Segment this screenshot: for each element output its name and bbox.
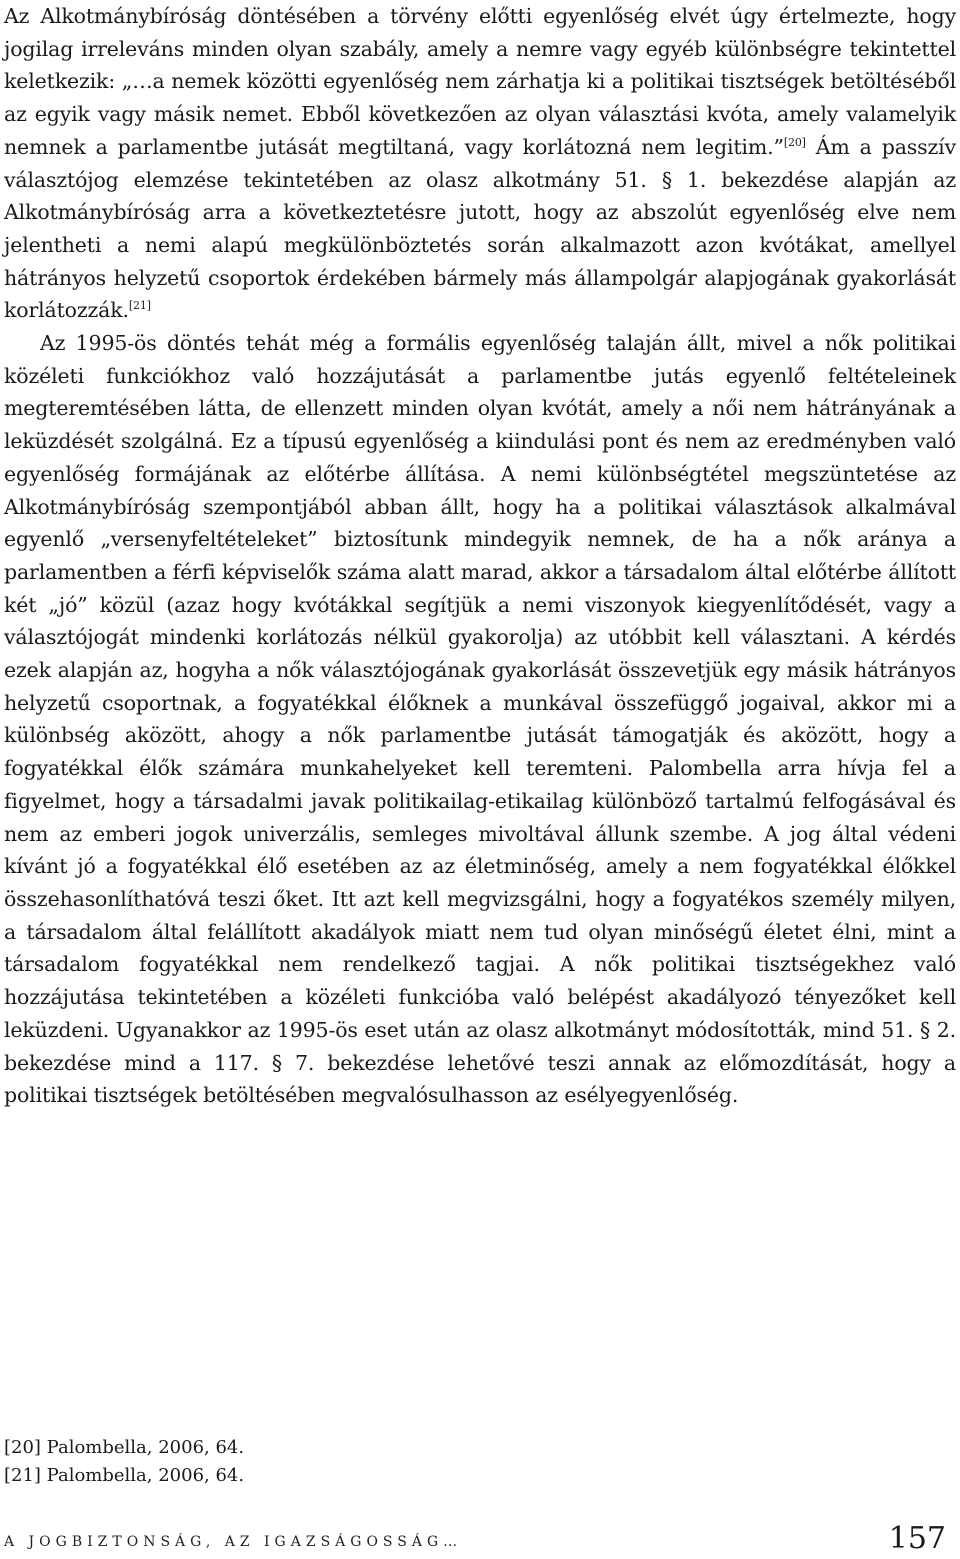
main-text	[4, 0, 956, 1112]
page-body	[4, 0, 956, 1112]
paragraph	[4, 0, 956, 327]
footnote-reference[interactable]: [20]	[783, 135, 806, 149]
footnote-reference[interactable]: [21]	[128, 299, 151, 313]
paragraph-text: Ám a passzív választójog elemzése tekintetében az olasz alkotmány 51. § 1. bekezdése alapján az Alkotmánybíróság arra a következtetésre jutott, hogy az abszolút egyenlőség elve nem jelentheti a nemi alapú megkülönböztetés során alkalmazott azon kvótákat, amellyel hátrányos helyzetű csoportok érdekében bármely más állampolgár alapjogának gyakorlását korlátozzák.	[4, 134, 956, 323]
running-head: A JOGBIZTONSÁG, AZ IGAZSÁGOSSÁG…	[4, 1534, 463, 1550]
page-number: 157	[888, 1521, 946, 1556]
paragraph	[4, 327, 956, 1112]
page-footer	[4, 1518, 946, 1554]
footnotes	[4, 1434, 604, 1490]
footnote-20: [20] Palombella, 2006, 64.	[4, 1437, 245, 1458]
paragraph-text: Az Alkotmánybíróság döntésében a törvény előtti egyenlőség elvét úgy értelmezte, hogy jogilag irreleváns minden olyan szabály, amely a nemre vagy egyéb különbségre tekintettel keletkezik: „…a nemek közötti egyenlőség nem zárhatja ki a politikai tisztségek betöltéséből az egyik vagy másik nemet. Ebből következően az olyan választási kvóta, amely valamelyik nemnek a parlamentbe jutását megtiltaná, vagy korlátozná nem legitim.”	[4, 4, 956, 159]
footnote-21: [21] Palombella, 2006, 64.	[4, 1465, 245, 1486]
paragraph-text: Az 1995-ös döntés tehát még a formális egyenlőség talaján állt, mivel a nők politikai közéleti funkciókhoz való hozzájutását a parlamentbe jutás egyenlő feltételeinek megteremtésében látta, de ellenzett minden olyan kvótát, amely a női nem hátrányának a leküzdését szolgálná. Ez a típusú egyenlőség a kiindulási pont és nem az eredményben való egyenlőség formájának az előtérbe állítása. A nemi különbségtétel megszüntetése az Alkotmánybíróság szempontjából abban állt, hogy ha a politikai választások alkalmával egyenlő „versenyfeltételeket” biztosítunk mindegyik nemnek, de ha a nők aránya a parlamentben a férfi képviselők száma alatt marad, akkor a társadalom által előtérbe állított két „jó” közül (azaz hogy kvótákkal segítjük a nemi viszonyok kiegyenlítődését, vagy a választójogát mindenki korlátozás nélkül gyakorolja) az utóbbit kell választani. A kérdés ezek alapján az, hogyha a nők választójogának gyakorlását összevetjük egy másik hátrányos helyzetű csoportnak, a fogyatékkal élőknek a munkával összefüggő jogaival, akkor mi a különbség aközött, ahogy a nők parlamentbe jutását támogatják és aközött, hogy a fogyatékkal élők számára munkahelyeket kell teremteni. Palombella arra hívja fel a figyelmet, hogy a társadalmi javak politikailag-etikailag különböző tartalmú felfogásával és nem az emberi jogok univerzális, semleges mivoltával állunk szembe. A jog által védeni kívánt jó a fogyatékkal élő esetében az az életminőség, amely a nem fogyatékkal élőkkel összehasonlíthatóvá teszi őket. Itt azt kell megvizsgálni, hogy a fogyatékos személy milyen, a társadalom által felállított akadályok miatt nem tud olyan minőségű életet élni, mint a társadalom fogyatékkal nem rendelkező tagjai. A nők politikai tisztségekhez való hozzájutása tekintetében a közéleti funkcióba való belépést akadályozó tényezőket kell leküzdeni. Ugyanakkor az 1995-ös eset után az olasz alkotmányt módosították, mind 51. § 2. bekezdése mind a 117. § 7. bekezdése lehetővé teszi annak az előmozdítását, hogy a politikai tisztségek betöltésében megvalósulhasson az esélyegyenlőség.	[4, 331, 956, 1108]
